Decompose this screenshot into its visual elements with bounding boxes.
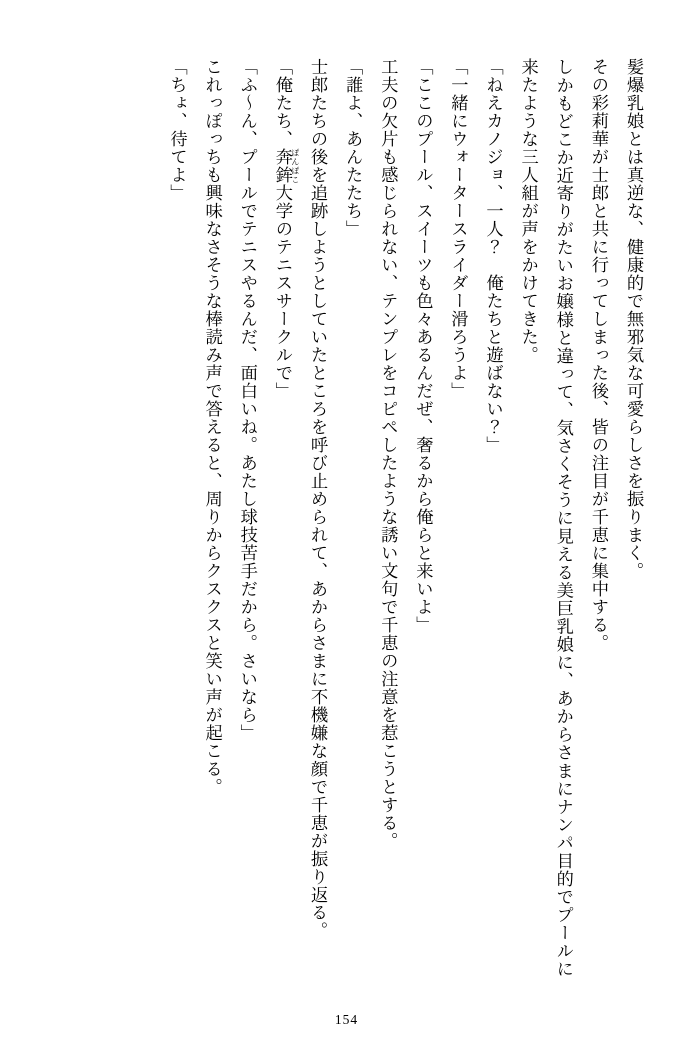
paragraph: しかもどこか近寄りがたいお嬢様と違って、気さくそうに見える美巨乳娘に、あからさまにナンパ目的でプールに来たような三人組が声をかけてきた。 xyxy=(518,58,573,978)
paragraph: その彩莉華が士郎と共に行ってしまった後、皆の注目が千恵に集中する。 xyxy=(588,58,608,652)
dialogue-line: 「誰よ、あんたたち」 xyxy=(343,58,363,238)
paragraph: 工夫の欠片も感じられない、テンプレをコピペしたような誘い文句で千恵の注意を惹こうとする。 xyxy=(378,58,398,850)
ruby-annotation xyxy=(272,147,300,184)
dialogue-line: 「ねえカノジョ、一人？ 俺たちと遊ばない？」 xyxy=(483,58,503,454)
paragraph: 士郎たちの後を追跡しようとしていたところを呼び止められて、あからさまに不機嫌な顔で千恵が振り返る。 xyxy=(308,58,328,940)
ruby-reading: ぽんぽこ xyxy=(290,147,300,184)
dialogue-line: 「一緒にウォータースライダー滑ろうよ」 xyxy=(448,58,468,400)
paragraph: これっぽっちも興味なさそうな棒読み声で答えると、周りからクスクスと笑い声が起こる。 xyxy=(202,58,222,796)
dialogue-text-pre: 「俺たち、 xyxy=(272,58,292,148)
dialogue-line-with-ruby xyxy=(265,58,300,978)
dialogue-line: 「ふ～ん、プールでテニスやるんだ、面白いね。あたし球技苦手だから。さいなら」 xyxy=(237,58,257,742)
dialogue-line: 「ちょ、待てよ」 xyxy=(167,58,187,202)
page-number: 154 xyxy=(334,1012,359,1027)
ruby-base: 奔鉾 xyxy=(272,147,292,184)
page-text-body xyxy=(42,58,651,978)
dialogue-text-post: 大学のテニスサークルで」 xyxy=(272,183,292,400)
dialogue-line: 「ここのプール、スイーツも色々あるんだぜ、奢るから俺らと来いよ」 xyxy=(413,58,433,634)
paragraph: 髪爆乳娘とは真逆な、健康的で無邪気な可愛らしさを振りまく。 xyxy=(624,58,643,580)
